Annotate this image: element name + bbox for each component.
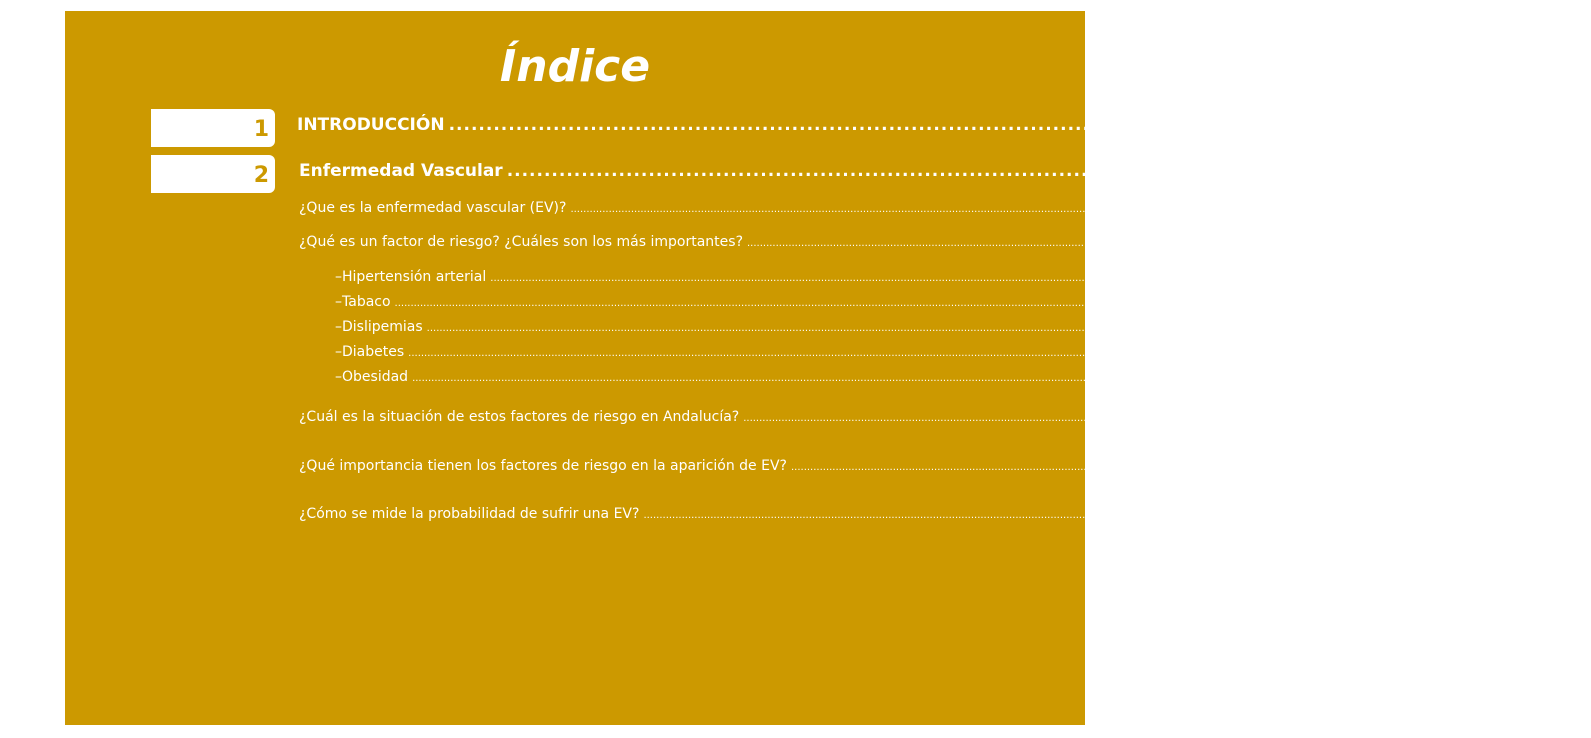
toc-subentry[interactable] (335, 294, 1152, 310)
leader-dots: ...................................................................................................................................................................................................................................... (790, 462, 1523, 473)
toc-subentry-label: Tabaco (342, 294, 391, 310)
toc-page-number: 17 (1165, 319, 1184, 335)
toc-entry[interactable] (299, 409, 1501, 425)
list-dash: – (335, 369, 342, 385)
toc-entry[interactable] (299, 200, 1328, 216)
toc-entry[interactable] (299, 234, 1505, 250)
toc-entry-label: ¿Qué es un factor de riesgo? ¿Cuáles son los más importantes? (299, 234, 743, 250)
toc-page-number: 20 (1482, 409, 1501, 425)
leader-dots: ...................................................................................................................................................................................................................................... (426, 323, 1158, 334)
toc-page-number: 7 (1520, 115, 1533, 135)
toc-entry-label: ¿Que es la enfermedad vascular (EV)? (299, 200, 567, 216)
chapter-tab-1: 1 (151, 109, 275, 147)
leader-dots: ...................................................................................................................................................................................................................................... (570, 204, 1302, 215)
toc-page-number: 18 (1147, 344, 1166, 360)
toc-subentry[interactable] (335, 344, 1166, 360)
leader-dots: ............................................................................................................................................ (448, 115, 1493, 135)
toc-subentry-label: Dislipemias (342, 319, 423, 335)
toc-subentry-label: Obesidad (342, 369, 409, 385)
list-dash: – (335, 344, 342, 360)
toc-entry[interactable] (299, 458, 1549, 474)
chapter-tab-2: 2 (151, 155, 275, 193)
leader-dots: ...................................................................................................................................................................................................................................... (412, 373, 1144, 384)
page-title: Índice (499, 41, 651, 92)
toc-page-number: 18 (1151, 369, 1170, 385)
leader-dots: ...................................................................................................................................................................................................................................... (394, 298, 1126, 309)
toc-subentry[interactable] (335, 319, 1184, 335)
toc-subentry[interactable] (335, 269, 1248, 285)
list-dash: – (335, 294, 342, 310)
leader-dots: ...................................................................................................................................................................................................................................... (408, 348, 1140, 359)
toc-page-number: 23 (1382, 506, 1401, 522)
toc-entry-label: ¿Cómo se mide la probabilidad de sufrir una EV? (299, 506, 640, 522)
index-page (65, 11, 1591, 725)
toc-entry[interactable] (299, 506, 1401, 522)
toc-subentry-label: Hipertensión arterial (342, 269, 487, 285)
toc-chapter-introduccion[interactable] (297, 115, 1533, 135)
leader-dots: ............................................................................................................................................ (506, 161, 1551, 181)
toc-chapter-label: Enfermedad Vascular (299, 161, 503, 181)
toc-subentry-label: Diabetes (342, 344, 405, 360)
toc-page-number: 16 (1229, 269, 1248, 285)
toc-page-number: 11 (1567, 161, 1591, 181)
toc-subentry[interactable] (335, 369, 1170, 385)
toc-page-number: 16 (1133, 294, 1152, 310)
toc-chapter-label: INTRODUCCIÓN (297, 115, 445, 135)
list-dash: – (335, 269, 342, 285)
leader-dots: ...................................................................................................................................................................................................................................... (743, 413, 1475, 424)
toc-entry-label: ¿Cuál es la situación de estos factores de riesgo en Andalucía? (299, 409, 740, 425)
toc-page-number: 22 (1530, 458, 1549, 474)
toc-chapter-enfermedad-vascular[interactable] (299, 161, 1591, 181)
leader-dots: ...................................................................................................................................................................................................................................... (490, 273, 1222, 284)
leader-dots: ...................................................................................................................................................................................................................................... (747, 238, 1479, 249)
toc-page-number: 13 (1309, 200, 1328, 216)
list-dash: – (335, 319, 342, 335)
leader-dots: ...................................................................................................................................................................................................................................... (643, 510, 1375, 521)
toc-page-number: 15 (1486, 234, 1505, 250)
toc-entry-label: ¿Qué importancia tienen los factores de riesgo en la aparición de EV? (299, 458, 787, 474)
